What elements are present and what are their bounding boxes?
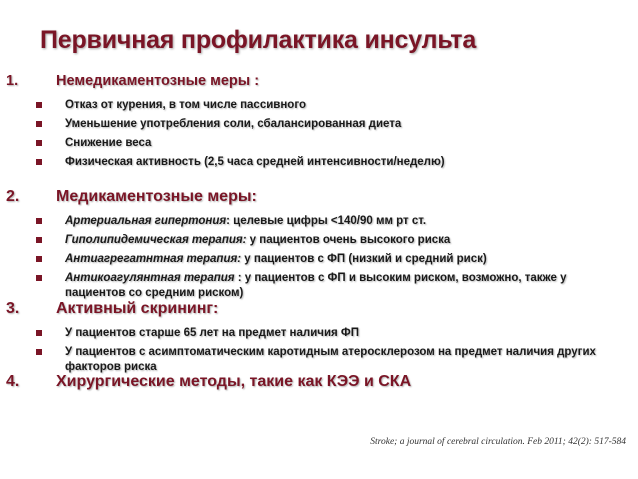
term: Артериальная гипертония [65, 215, 227, 227]
list-item-text: У пациентов с асимптоматическим каротидным атеросклерозом на предмет наличия других факторов риска [65, 346, 596, 373]
square-bullet-icon [36, 275, 42, 281]
square-bullet-icon [36, 256, 42, 262]
section-4-heading [6, 373, 411, 391]
section-number: 1. [6, 73, 19, 89]
term: Антикоагулянтная терапия [65, 272, 235, 284]
list-item-text: Отказ от курения, в том числе пассивного [65, 99, 306, 111]
list-item [36, 98, 616, 113]
section-number: 4. [6, 373, 20, 390]
term: Гиполипидемическая терапия: [65, 234, 247, 246]
section-title: Активный скрининг: [56, 300, 219, 317]
list-item [36, 155, 616, 170]
square-bullet-icon [36, 121, 42, 127]
square-bullet-icon [36, 330, 42, 336]
square-bullet-icon [36, 218, 42, 224]
square-bullet-icon [36, 140, 42, 146]
section-title: Хирургические методы, такие как КЭЭ и СКА [56, 373, 412, 390]
section-number: 2. [6, 188, 20, 205]
list-item-text: Физическая активность (2,5 часа средней интенсивности/неделю) [65, 156, 445, 168]
section-1-heading [6, 73, 259, 89]
description: : целевые цифры <140/90 мм рт ст. [226, 215, 427, 227]
list-item [36, 117, 616, 132]
square-bullet-icon [36, 349, 42, 355]
list-item [36, 271, 616, 301]
square-bullet-icon [36, 102, 42, 108]
list-item-text: Снижение веса [65, 137, 152, 149]
description: у пациентов очень высокого риска [246, 234, 451, 246]
list-item [36, 252, 616, 267]
list-item-text [65, 214, 616, 229]
description: : у пациентов с ФП и высоким риском, возможно, также у пациентов со средним риском) [65, 272, 567, 299]
square-bullet-icon [36, 237, 42, 243]
list-item [36, 214, 616, 229]
reference-citation: Stroke; a journal of cerebral circulation. Feb 2011; 42(2): 517-584 [370, 437, 626, 447]
list-item-text: Уменьшение употребления соли, сбалансированная диета [65, 118, 402, 130]
square-bullet-icon [36, 159, 42, 165]
term: Антиагрегатнтная терапия: [65, 253, 242, 265]
section-number: 3. [6, 300, 20, 317]
list-item-text [65, 271, 616, 301]
description: у пациентов с ФП (низкий и средний риск) [241, 253, 487, 265]
section-3-heading [6, 300, 218, 318]
list-item [36, 233, 616, 248]
list-item-text: У пациентов старше 65 лет на предмет наличия ФП [65, 327, 360, 339]
list-item-text [65, 252, 616, 267]
list-item [36, 326, 616, 341]
list-item [36, 345, 616, 375]
list-item-text [65, 233, 616, 248]
slide-title: Первичная профилактика инсульта [40, 26, 477, 54]
list-item [36, 136, 616, 151]
section-title: Немедикаментозные меры : [56, 73, 260, 89]
section-2-heading [6, 188, 257, 206]
section-title: Медикаментозные меры: [56, 188, 257, 205]
